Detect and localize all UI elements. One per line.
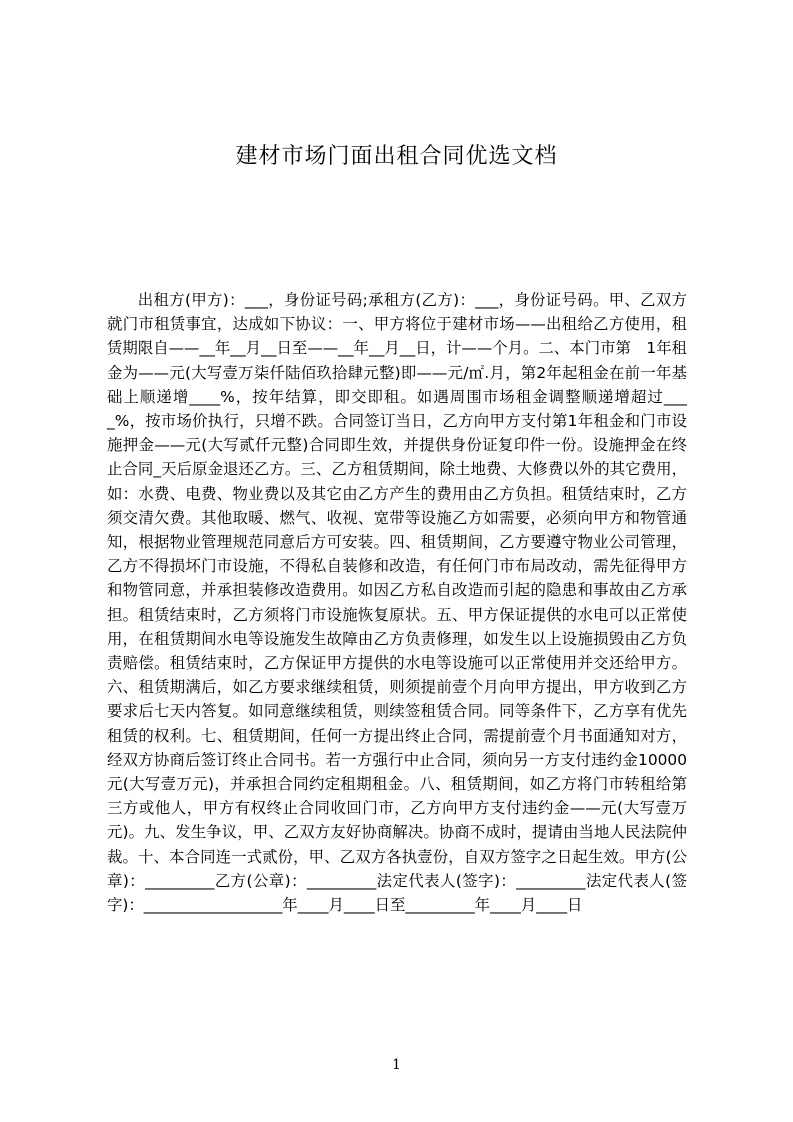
contract-body-text: 出租方(甲方)：___，身份证号码;承租方(乙方)：___，身份证号码。甲、乙双方就门市租赁事宜，达成如下协议：一、甲方将位于建材市场——出租给乙方使用，租赁期限自——__年__月__日至——__年__月__日，计——个月。二、本门市第 1年租金为——元(大写壹万柒仟陆佰玖拾肆元整)即——元/㎡.月，第2年起租金在前一年基础上顺递增____%，按年结算，即交即租。如遇周围市场租金调整顺递增超过____%，按市场价执行，只增不跌。合同签订当日，乙方向甲方支付第1年租金和门市设施押金——元(大写贰仟元整)合同即生效，并提供身份证复印件一份。设施押金在终止合同_天后原金退还乙方。三、乙方租赁期间，除土地费、大修费以外的其它费用，如：水费、电费、物业费以及其它由乙方产生的费用由乙方负担。租赁结束时，乙方须交清欠费。其他取暖、燃气、收视、宽带等设施乙方如需要，必须向甲方和物管通知，根据物业管理规范同意后方可安装。四、租赁期间，乙方要遵守物业公司管理，乙方不得损坏门市设施，不得私自装修和改造，有任何门市布局改动，需先征得甲方和物管同意，并承担装修改造费用。如因乙方私自改造而引起的隐患和事故由乙方承担。租赁结束时，乙方须将门市设施恢复原状。五、甲方保证提供的水电可以正常使用，在租赁期间水电等设施发生故障由乙方负责修理，如发生以上设施损毁由乙方负责赔偿。租赁结束时，乙方保证甲方提供的水电等设施可以正常使用并交还给甲方。六、租赁期满后，如乙方要求继续租赁，则须提前壹个月向甲方提出，甲方收到乙方要求后七天内答复。如同意继续租赁，则续签租赁合同。同等条件下，乙方享有优先租赁的权利。七、租赁期间，任何一方提出终止合同，需提前壹个月书面通知对方，经双方协商后签订终止合同书。若一方强行中止合同，须向另一方支付违约金10000元(大写壹万元)，并承担合同约定租期租金。八、租赁期间，如乙方将门市转租给第三方或他人，甲方有权终止合同收回门市，乙方向甲方支付违约金——元(大写壹万元)。九、发生争议，甲、乙双方友好协商解决。协商不成时，提请由当地人民法院仲裁。十、本合同连一式贰份，甲、乙双方各执壹份，自双方签字之日起生效。甲方(公章)：_________乙方(公章)：_________法定代表人(签字)：_________法定代表人(签字)：__________________年____月____日至_________年____月____日 (107, 291, 687, 915)
page-number: 1 (392, 1057, 401, 1073)
document-title: 建材市场门面出租合同优选文档 (235, 144, 558, 169)
